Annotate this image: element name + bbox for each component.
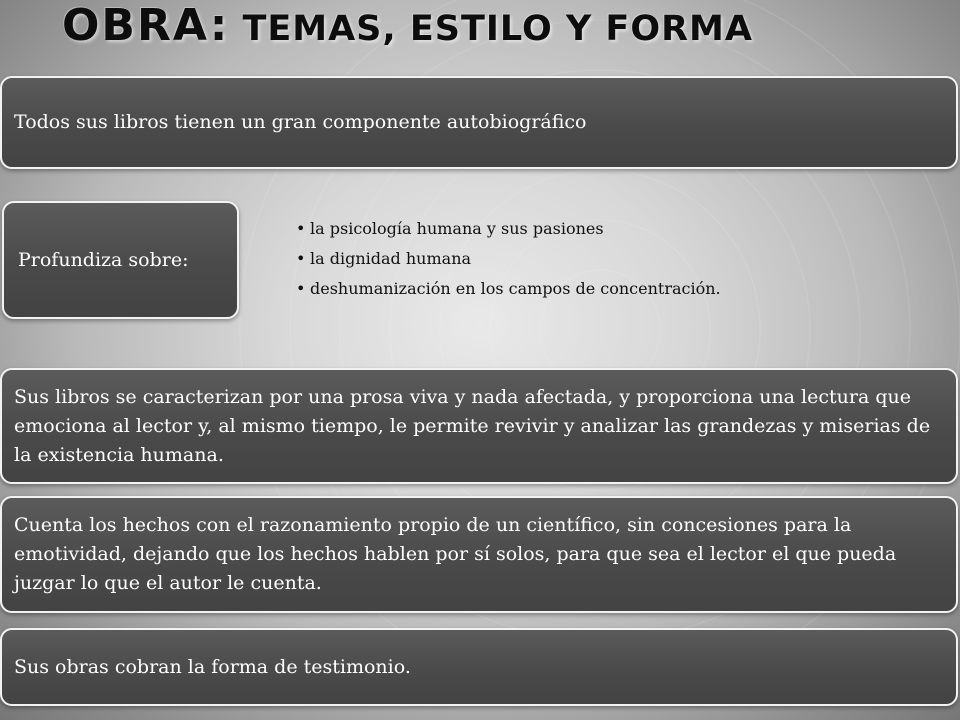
testimony-box	[0, 628, 958, 706]
slide-title	[62, 0, 753, 51]
list-item: • la psicología humana y sus pasiones	[296, 214, 721, 244]
testimony-text: Sus obras cobran la forma de testimonio.	[14, 655, 411, 678]
style-box	[0, 368, 958, 484]
themes-label-box	[2, 201, 239, 319]
slide-title-main: OBRA:	[62, 0, 230, 51]
autobiography-text: Todos sus libros tienen un gran componente autobiográfico	[14, 111, 587, 133]
autobiography-box	[0, 76, 958, 169]
themes-list	[296, 214, 721, 304]
scientific-reasoning-box	[0, 496, 958, 613]
list-item: • la dignidad humana	[296, 244, 721, 274]
themes-label: Profundiza sobre:	[18, 249, 189, 271]
slide-title-rest: TEMAS, ESTILO Y FORMA	[229, 9, 753, 49]
list-item: • deshumanización en los campos de concentración.	[296, 274, 721, 304]
scientific-reasoning-text: Cuenta los hechos con el razonamiento propio de un científico, sin concesiones para la emotividad, dejando que los hechos hablen por sí solos, para que sea el lector el que pueda juzgar lo que el autor le cuenta.	[14, 514, 897, 594]
style-text: Sus libros se caracterizan por una prosa viva y nada afectada, y proporciona una lectura que emociona al lector y, al mismo tiempo, le permite revivir y analizar las grandezas y miserias de la existencia humana.	[14, 385, 931, 466]
